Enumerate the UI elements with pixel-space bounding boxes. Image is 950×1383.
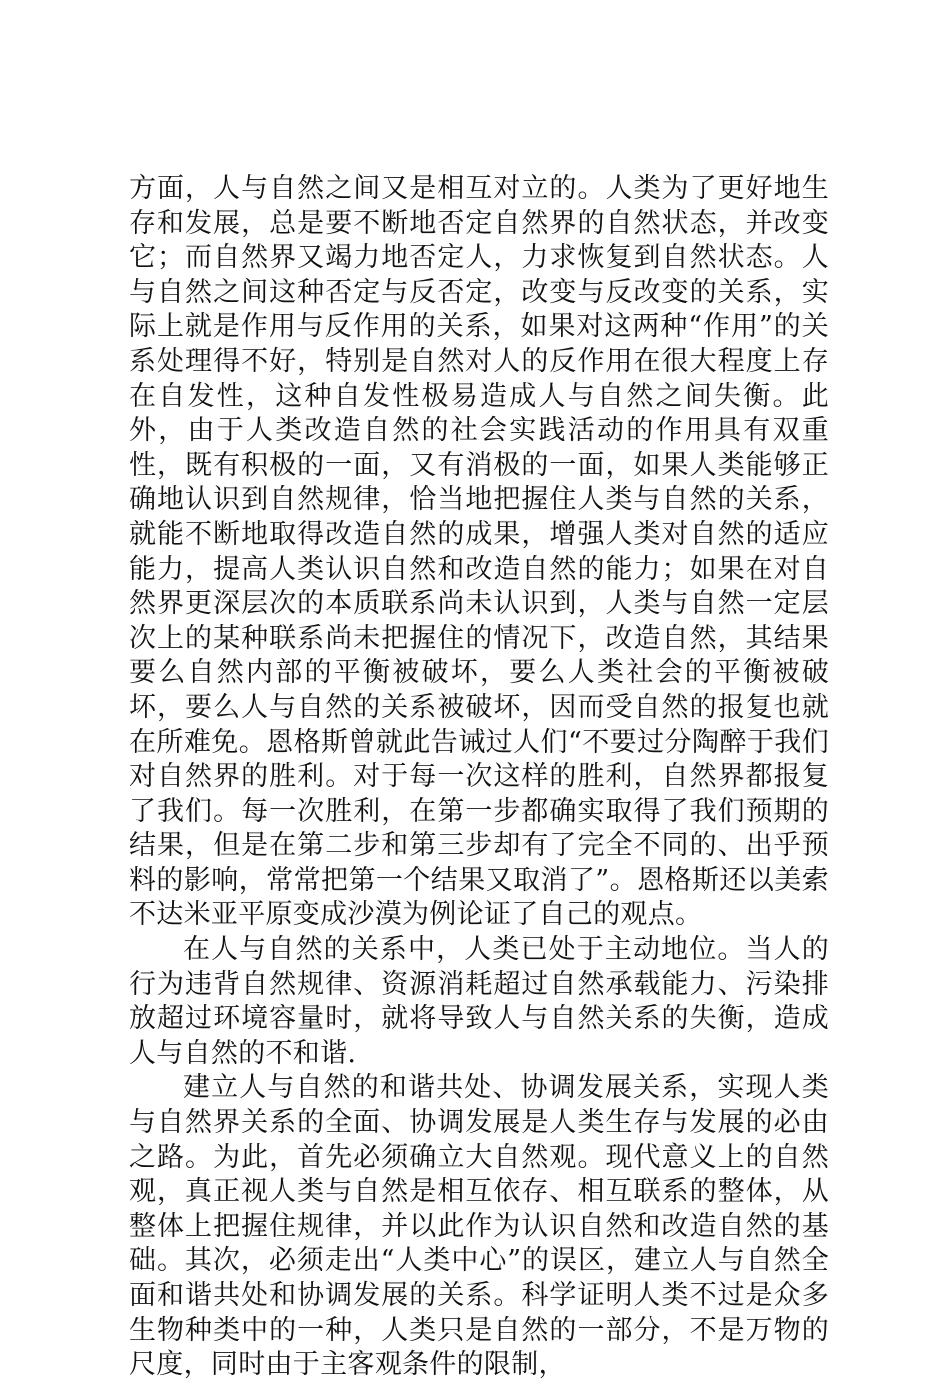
paragraph-1: 方面，人与自然之间又是相互对立的。人类为了更好地生存和发展，总是要不断地否定自然界的自然状态，并改变它；而自然界又竭力地否定人，力求恢复到自然状态。人与自然之间这种否定与反否定，改变与反改变的关系，实际上就是作用与反作用的关系，如果对这两种“作用”的关系处理得不好，特别是自然对人的反作用在很大程度上存在自发性，这种自发性极易造成人与自然之间失衡。此外，由于人类改造自然的社会实践活动的作用具有双重性，既有积极的一面，又有消极的一面，如果人类能够正确地认识到自然规律，恰当地把握住人类与自然的关系，就能不断地取得改造自然的成果，增强人类对自然的适应能力，提高人类认识自然和改造自然的能力；如果在对自然界更深层次的本质联系尚未认识到，人类与自然一定层次上的某种联系尚未把握住的情况下，改造自然，其结果要么自然内部的平衡被破坏，要么人类社会的平衡被破坏，要么人与自然的关系被破坏，因而受自然的报复也就在所难免。恩格斯曾就此告诫过人们“不要过分陶醉于我们对自然界的胜利。对于每一次这样的胜利，自然界都报复了我们。每一次胜利，在第一步都确实取得了我们预期的结果，但是在第二步和第三步却有了完全不同的、出乎预料的影响，常常把第一个结果又取消了”。恩格斯还以美索不达米亚平原变成沙漠为例论证了自己的观点。 bbox=[129, 173, 829, 931]
paragraph-2: 在人与自然的关系中，人类已处于主动地位。当人的行为违背自然规律、资源消耗超过自然承载能力、污染排放超过环境容量时，就将导致人与自然关系的失衡，造成人与自然的不和谐. bbox=[129, 934, 829, 1069]
document-body bbox=[129, 172, 829, 1383]
paragraph-3: 建立人与自然的和谐共处、协调发展关系，实现人类与自然界关系的全面、协调发展是人类生存与发展的必由之路。为此，首先必须确立大自然观。现代意义上的自然观，真正视人类与自然是相互依存、相互联系的整体，从整体上把握住规律，并以此作为认识自然和改造自然的基础。其次，必须走出“人类中心”的误区，建立人与自然全面和谐共处和协调发展的关系。科学证明人类不过是众多生物种类中的一种，人类只是自然的一部分，不是万物的尺度，同时由于主客观条件的限制， bbox=[129, 1072, 829, 1381]
